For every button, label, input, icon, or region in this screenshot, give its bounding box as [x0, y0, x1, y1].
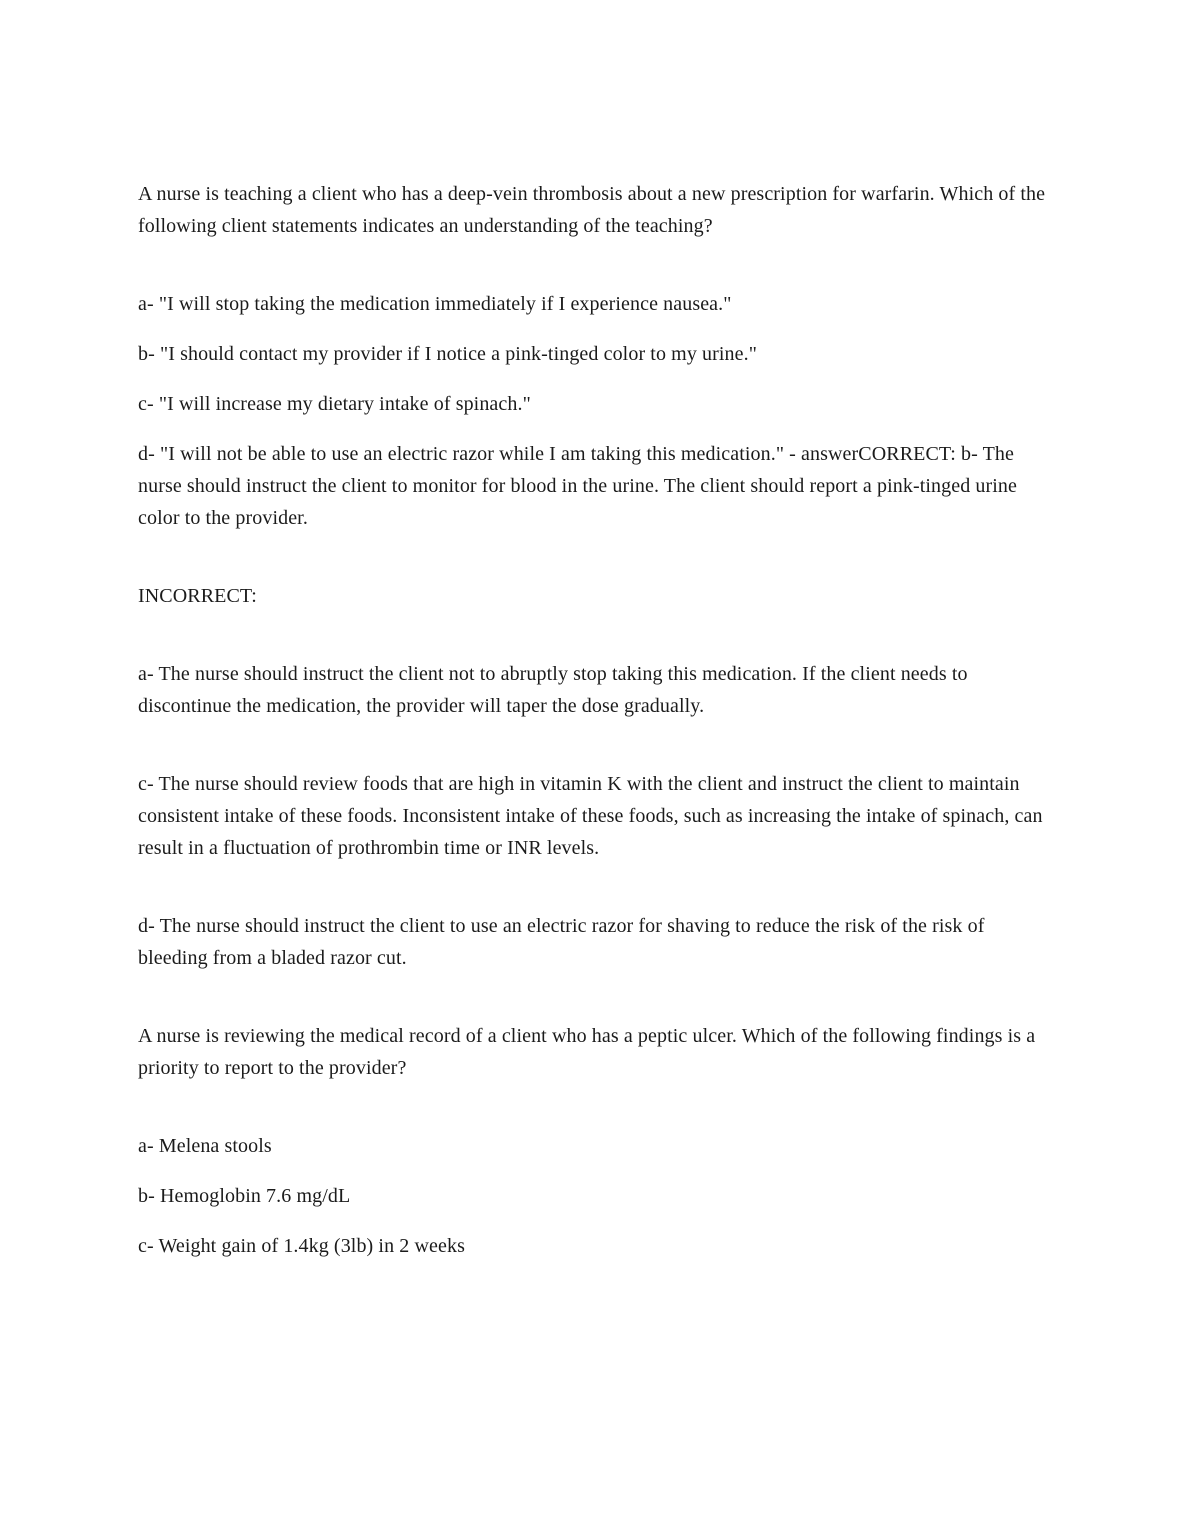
- q2-option-c: c- Weight gain of 1.4kg (3lb) in 2 weeks: [138, 1235, 465, 1257]
- q1-option-c: c- "I will increase my dietary intake of spinach.": [138, 393, 531, 415]
- q2-option-a: a- Melena stools: [138, 1135, 272, 1157]
- q1-option-d-and-answer: d- "I will not be able to use an electric razor while I am taking this medication." - answerCORRECT: b- The nurse should instruct the client to monitor for blood in the urine. The client should report a pink-tinged urine color to the provider.: [138, 443, 1017, 529]
- q1-option-b: b- "I should contact my provider if I notice a pink-tinged color to my urine.": [138, 343, 757, 365]
- question-1-text: A nurse is teaching a client who has a deep-vein thrombosis about a new prescription for warfarin. Which of the following client statements indicates an understanding of the teaching?: [138, 183, 1046, 237]
- incorrect-heading: INCORRECT:: [138, 585, 257, 607]
- document-body: [138, 178, 1054, 1262]
- question-2-text: A nurse is reviewing the medical record of a client who has a peptic ulcer. Which of the following findings is a priority to report to the provider?: [138, 1025, 1036, 1079]
- q1-rationale-d: d- The nurse should instruct the client to use an electric razor for shaving to reduce the risk of the risk of bleeding from a bladed razor cut.: [138, 915, 985, 969]
- q1-rationale-c: c- The nurse should review foods that are high in vitamin K with the client and instruct the client to maintain consistent intake of these foods. Inconsistent intake of these foods, such as increasing the intake of spinach, can result in a fluctuation of prothrombin time or INR levels.: [138, 773, 1043, 859]
- q1-rationale-a: a- The nurse should instruct the client not to abruptly stop taking this medication. If the client needs to discontinue the medication, the provider will taper the dose gradually.: [138, 663, 968, 717]
- q2-option-b: b- Hemoglobin 7.6 mg/dL: [138, 1185, 351, 1207]
- q1-option-a: a- "I will stop taking the medication immediately if I experience nausea.": [138, 293, 732, 315]
